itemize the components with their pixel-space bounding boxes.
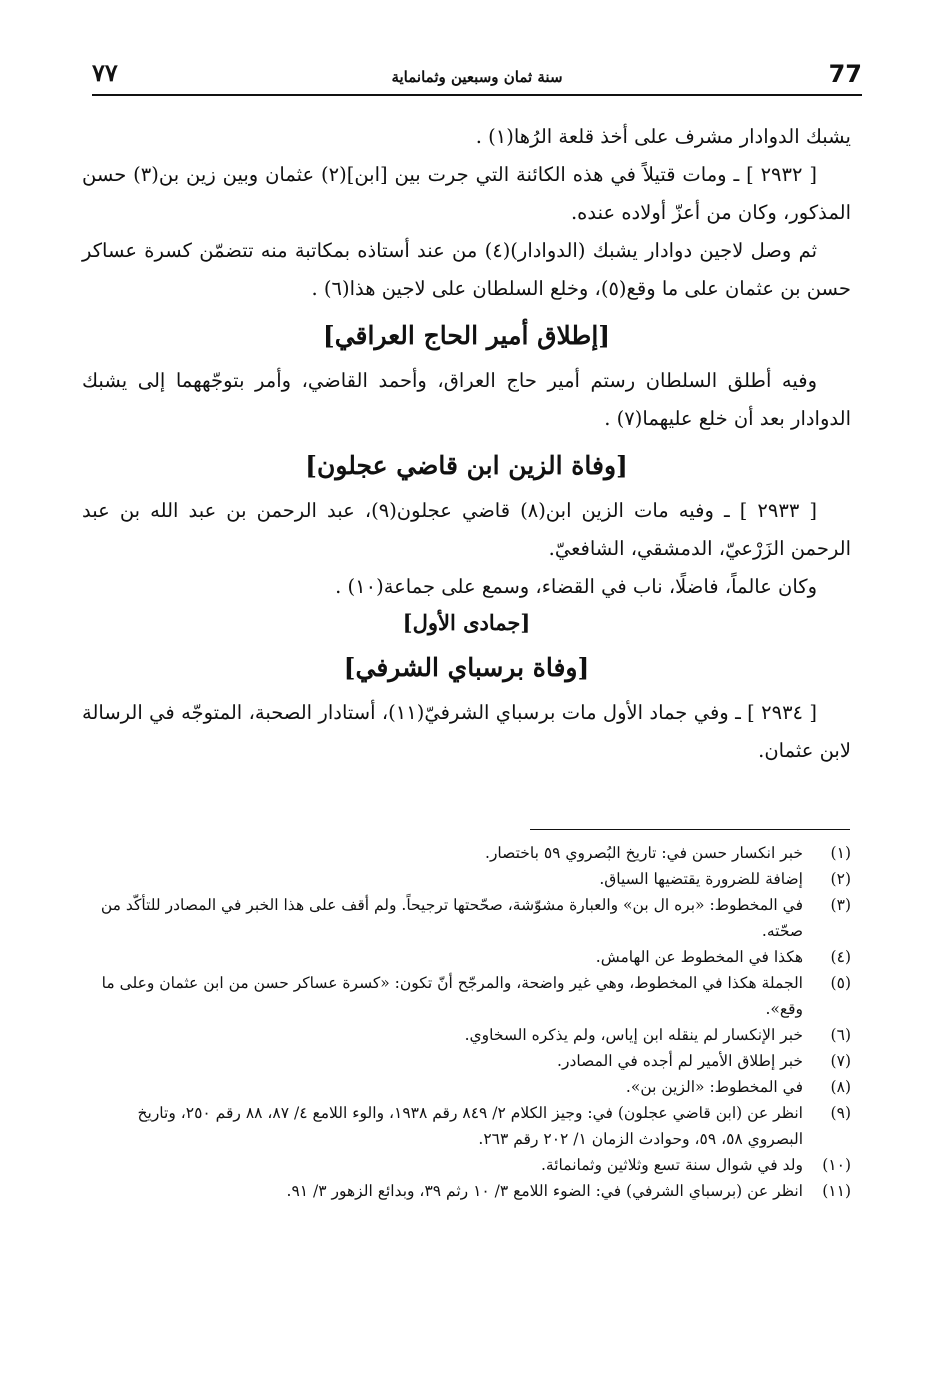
footnote [82,1100,851,1152]
footnote-text: الجملة هكذا في المخطوط، وهي غير واضحة، والمرجّح أنّ تكون: «كسرة عساكر حسن من ابن عثمان وعلى ما وقع». [101,974,803,1018]
paragraph: وكان عالماً، فاضلًا، ناب في القضاء، وسمع على جماعة(١٠) . [335,575,817,598]
footnote-number: (٣) [830,896,851,914]
page-header [92,58,862,96]
footnote-text: انظر عن (ابن قاضي عجلون) في: وجيز الكلام ٢/ ٨٤٩ رقم ١٩٣٨، والوء اللامع ٤/ ٨٧، ٨٨ رقم ٢٥٠، وتاريخ البصروي ٥٨، ٥٩، وحوادث الزمان ١/ ٢٠٢ رقم ٢٦٣. [137,1104,803,1148]
footnote-number: (٩) [830,1104,851,1122]
footnote [82,1178,851,1204]
footnote-number: (١) [830,844,851,862]
footnote-number: (٧) [830,1052,851,1070]
entry-2934: [ ٢٩٣٤ ] ـ وفي جماد الأول مات برسباي الشرفيّ(١١)، أستادار الصحبة، المتوجّه في الرسالة لابن عثمان. [82,701,851,762]
section-heading: [وفاة الزين ابن قاضي عجلون] [305,451,628,480]
footnote-text: إضافة للضرورة يقتضيها السياق. [599,870,803,888]
footnote-separator [530,829,850,830]
footnote [82,944,851,970]
footnote-text: ولد في شوال سنة تسع وثلاثين وثمانمائة. [540,1156,803,1174]
page-number-arabic: ٧٧ [92,58,118,87]
page-number-latin: 77 [828,60,862,88]
month-heading: [جمادى الأول] [402,610,531,635]
footnote-text: هكذا في المخطوط عن الهامش. [595,948,803,966]
footnote [82,840,851,866]
footnote-text: خبر انكسار حسن في: تاريخ البُصروي ٥٩ باختصار. [485,844,803,862]
section-heading: [وفاة برسباي الشرفي] [343,653,590,682]
footnote-text: في المخطوط: «بره ال بن» والعبارة مشوّشة، صحّحتها ترجيحاً. ولم أقف على هذا الخبر في المصادر للتأكّد من صحّته. [100,896,803,940]
paragraph: يشبك الدوادار مشرف على أخذ قلعة الرُها(١) . [475,125,851,148]
footnote [82,892,851,944]
footnote-text: في المخطوط: «الزين بن». [625,1078,803,1096]
footnote [82,970,851,1022]
footnote-number: (٥) [830,974,851,992]
paragraph: وفيه أطلق السلطان رستم أمير حاج العراق، وأحمد القاضي، وأمر بتوجّههما إلى يشبك الدوادار بعد أن خلع عليهما(٧) . [82,369,851,430]
footnote [82,866,851,892]
footnote-number: (٤) [830,948,851,966]
running-title: سنة ثمان وسبعين وثمانماية [391,68,563,86]
footnote-number: (٦) [830,1026,851,1044]
entry-2932: [ ٢٩٣٢ ] ـ ومات قتيلاً في هذه الكائنة التي جرت بين [ابن](٢) عثمان وبين زين بن(٣) حسن المذكور، وكان من أعزّ أولاده عنده. [82,163,851,224]
footnote-text: انظر عن (برسباي الشرفي) في: الضوء اللامع ٣/ ١٠ رثم ٣٩، وبدائع الزهور ٣/ ٩١. [286,1182,803,1200]
footnote-text: خبر الإنكسار لم ينقله ابن إياس، ولم يذكره السخاوي. [464,1026,803,1044]
footnote-number: (١١) [822,1182,851,1200]
footnote [82,1048,851,1074]
footnote [82,1152,851,1178]
footnote [82,1074,851,1100]
main-text [82,118,851,770]
paragraph: ثم وصل لاجين دوادار يشبك (الدوادار)(٤) من عند أستاذه بمكاتبة منه تتضمّن كسرة عساكر حسن بن عثمان على ما وقع(٥)، وخلع السلطان على لاجين هذا(٦) . [82,239,851,300]
footnote [82,1022,851,1048]
section-heading: [إطلاق أمير الحاج العراقي] [322,321,611,350]
footnote-number: (٢) [830,870,851,888]
footnote-number: (١٠) [822,1156,851,1174]
footnote-text: خبر إطلاق الأمير لم أجده في المصادر. [557,1052,803,1070]
footnote-number: (٨) [830,1078,851,1096]
footnotes [82,840,851,1204]
entry-2933: [ ٢٩٣٣ ] ـ وفيه مات الزين ابن(٨) قاضي عجلون(٩)، عبد الرحمن بن عبد الله بن عبد الرحمن الزَرْعيّ، الدمشقي، الشافعيّ. [82,499,851,560]
